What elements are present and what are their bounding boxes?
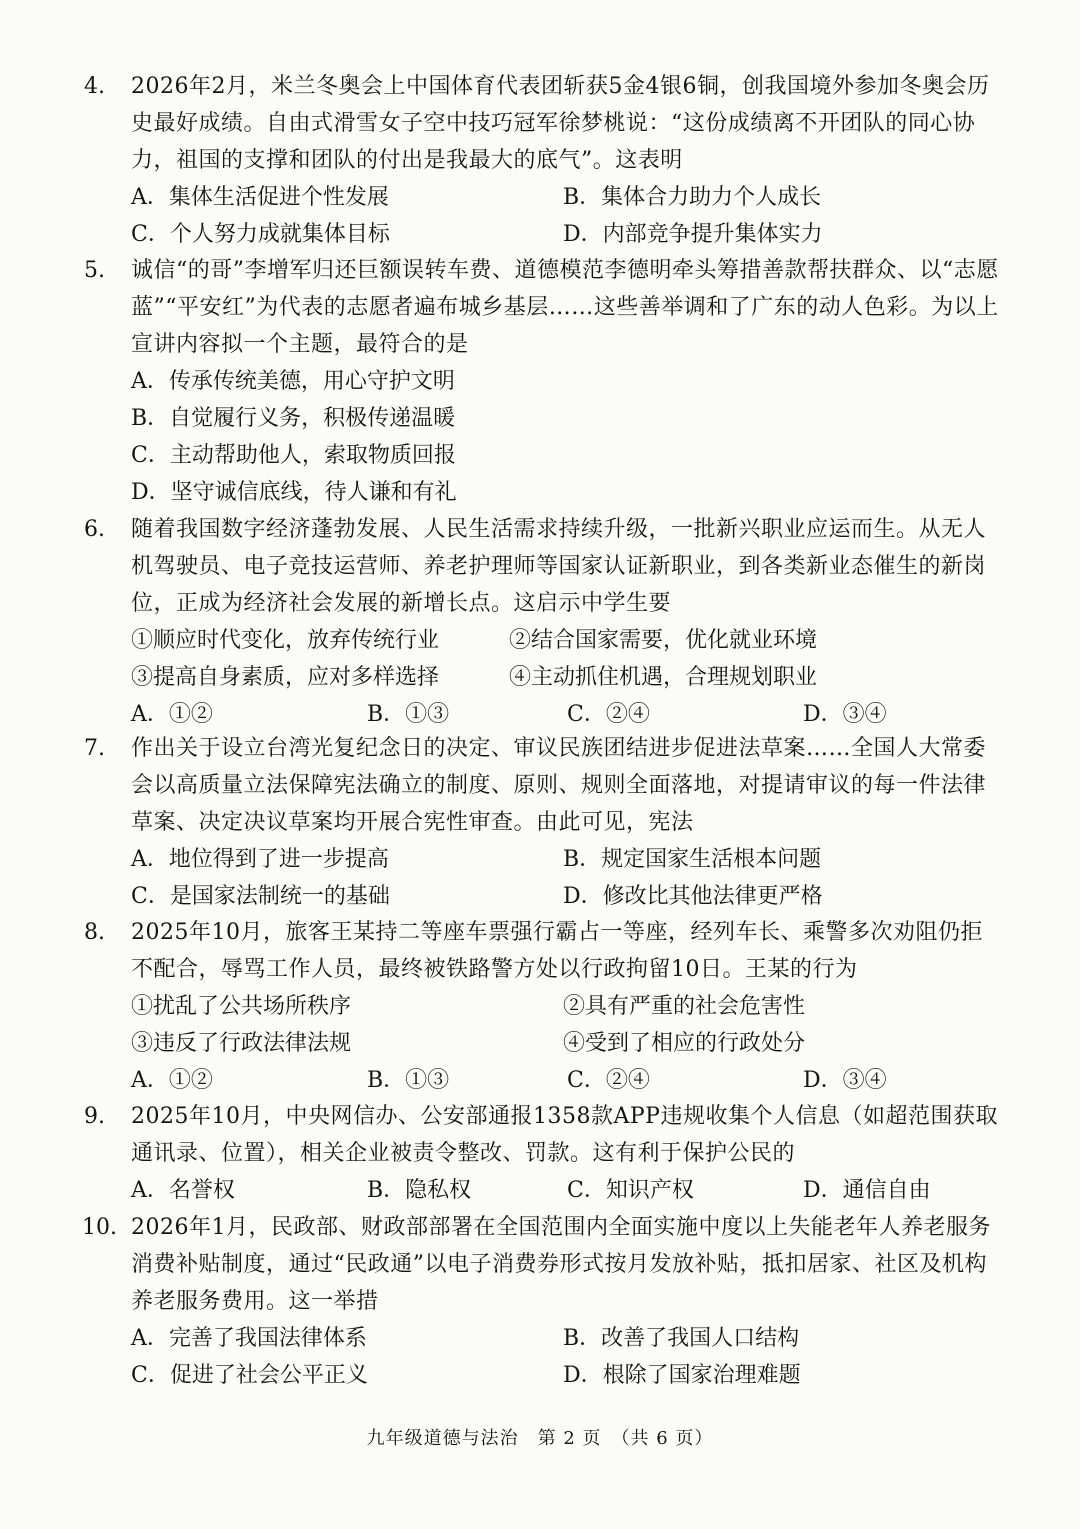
question-stem: 2025年10月，中央网信办、公安部通报1358款APP违规收集个人信息（如超范围获取通讯录、位置），相关企业被责令整改、罚款。这有利于保护公民的 [131, 1104, 998, 1166]
question-number: 9. [84, 1104, 105, 1129]
option-a: A．①② [131, 702, 213, 727]
option-row [131, 841, 1001, 878]
question-stem: 2025年10月，旅客王某持二等座车票强行霸占一等座，经列车长、乘警多次劝阻仍拒不配合，辱骂工作人员，最终被铁路警方处以行政拘留10日。王某的行为 [131, 920, 983, 982]
question-number: 10. [82, 1215, 117, 1240]
option-b: B．规定国家生活根本问题 [563, 847, 822, 872]
option-row [131, 1320, 1001, 1357]
option-row [131, 400, 1001, 437]
option-d: D．坚守诚信底线，待人谦和有礼 [131, 480, 457, 505]
option-row [131, 1357, 1001, 1394]
option-b: B．改善了我国人口结构 [563, 1326, 800, 1351]
option-b: B．集体合力助力个人成长 [563, 185, 822, 210]
option-b: B．①③ [367, 702, 450, 727]
statement-1: ①顺应时代变化，放弃传统行业 [131, 628, 440, 653]
statement-row [131, 659, 1001, 696]
option-d: D．内部竞争提升集体实力 [563, 222, 823, 247]
option-d: D．③④ [803, 1068, 887, 1093]
statement-row [131, 988, 1001, 1025]
option-d: D．根除了国家治理难题 [563, 1363, 801, 1388]
statement-3: ③提高自身素质，应对多样选择 [131, 665, 440, 690]
option-a: A．完善了我国法律体系 [131, 1326, 367, 1351]
option-a: A．地位得到了进一步提高 [131, 847, 389, 872]
statement-row [131, 1025, 1001, 1062]
option-a: A．名誉权 [131, 1178, 235, 1203]
option-row [131, 179, 1001, 216]
option-c: C．促进了社会公平正义 [131, 1363, 368, 1388]
page-footer: 九年级道德与法治 第 2 页 （共 6 页） [366, 1428, 714, 1449]
question-number: 8. [84, 920, 105, 945]
question-stem: 随着我国数字经济蓬勃发展、人民生活需求持续升级，一批新兴职业应运而生。从无人机驾驶员、电子竞技运营师、养老护理师等国家认证新职业，到各类新业态催生的新岗位，正成为经济社会发展的新增长点。这启示中学生要 [131, 517, 987, 616]
option-a: A．传承传统美德，用心守护文明 [131, 369, 455, 394]
question-number: 4. [84, 74, 105, 99]
option-row [131, 216, 1001, 253]
option-b: B．①③ [367, 1068, 450, 1093]
option-row [131, 696, 1001, 733]
option-c: C．是国家法制统一的基础 [131, 884, 390, 909]
question-stem: 作出关于设立台湾光复纪念日的决定、审议民族团结进步促进法草案……全国人大常委会以高质量立法保障宪法确立的制度、原则、规则全面落地，对提请审议的每一件法律草案、决定决议草案均开展合宪性审查。由此可见，宪法 [131, 736, 987, 835]
statement-4: ④主动抓住机遇，合理规划职业 [509, 665, 818, 690]
question-stem: 2026年1月，民政部、财政部部署在全国范围内全面实施中度以上失能老年人养老服务消费补贴制度，通过“民政通”以电子消费券形式按月发放补贴，抵扣居家、社区及机构养老服务费用。这一举措 [131, 1215, 991, 1314]
statement-2: ②具有严重的社会危害性 [563, 994, 806, 1019]
option-d: D．修改比其他法律更严格 [563, 884, 823, 909]
option-row [131, 474, 1001, 511]
option-a: A．集体生活促进个性发展 [131, 185, 389, 210]
option-row [131, 878, 1001, 915]
option-row [131, 1062, 1001, 1099]
option-c: C．个人努力成就集体目标 [131, 222, 390, 247]
option-row [131, 363, 1001, 400]
question-stem: 2026年2月，米兰冬奥会上中国体育代表团斩获5金4银6铜，创我国境外参加冬奥会历史最好成绩。自由式滑雪女子空中技巧冠军徐梦桃说：“这份成绩离不开团队的同心协力，祖国的支撑和团队的付出是我最大的底气”。这表明 [131, 74, 990, 173]
statement-1: ①扰乱了公共场所秩序 [131, 994, 352, 1019]
question-number: 7. [84, 736, 105, 761]
statement-4: ④受到了相应的行政处分 [563, 1031, 806, 1056]
option-c: C．②④ [567, 1068, 650, 1093]
option-c: C．主动帮助他人，索取物质回报 [131, 443, 456, 468]
statement-3: ③违反了行政法律法规 [131, 1031, 352, 1056]
option-d: D．③④ [803, 702, 887, 727]
option-row [131, 1172, 1001, 1209]
option-b: B．隐私权 [367, 1178, 472, 1203]
statement-row [131, 622, 1001, 659]
option-d: D．通信自由 [803, 1178, 931, 1203]
option-c: C．知识产权 [567, 1178, 694, 1203]
statement-2: ②结合国家需要，优化就业环境 [509, 628, 818, 653]
option-row [131, 437, 1001, 474]
question-number: 6. [84, 517, 105, 542]
option-b: B．自觉履行义务，积极传递温暖 [131, 406, 456, 431]
question-stem: 诚信“的哥”李增军归还巨额误转车费、道德模范李德明牵头筹措善款帮扶群众、以“志愿蓝”“平安红”为代表的志愿者遍布城乡基层……这些善举调和了广东的动人色彩。为以上宣讲内容拟一个主题，最符合的是 [131, 258, 999, 357]
question-number: 5. [84, 258, 105, 283]
option-a: A．①② [131, 1068, 213, 1093]
option-c: C．②④ [567, 702, 650, 727]
